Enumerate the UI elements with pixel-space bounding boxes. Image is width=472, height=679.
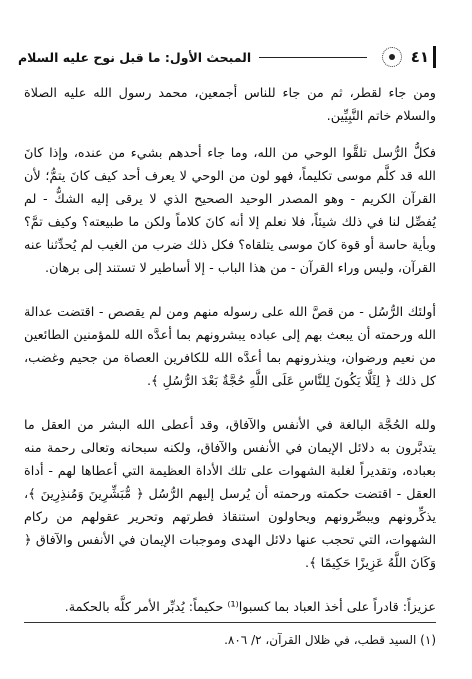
footnote: (١) السيد قطب، في ظلال القرآن، ٢/ ٨٠٦. — [24, 622, 436, 647]
page-body — [24, 82, 436, 640]
paragraph-1: ومن جاء لقطر، ثم من جاء للناس أجمعين، محمد رسول الله عليه الصلاة والسلام خاتم النَّبِيِّين. — [24, 86, 436, 124]
paragraph-5: عزيزاً: قادراً على أخذ العباد بما كسبوا⁽¹⁾ حكيماً: يُدبِّر الأمر كلَّه بالحكمة. — [64, 600, 436, 615]
ornament-icon — [381, 46, 403, 68]
page-header — [18, 40, 436, 74]
header-rule — [259, 57, 367, 58]
header-vertical-bar — [433, 46, 436, 68]
running-title: المبحث الأول: ما قبل نوح عليه السلام — [18, 49, 252, 65]
page-number: ٤١ — [410, 48, 429, 66]
paragraph-4: ولله الحُجَّة البالغة في الأنفس والآفاق، وقد أعطى الله البشر من العقل ما يتدبَّرون به دلائل الإيمان في الأنفس والآفاق، ولكنه سبحانه وتعالى رحمة منه بعباده، وتقديراً لغلبة الشهوات على تلك الأداة العظيمة التي أعطاها لهم - أداة العقل - اقتضت حكمته ورحمته أن يُرسل إليهم الرُّسُل ﴿ مُّبَشِّرِينَ وَمُنذِرِينَ ﴾، يذكِّرونهم ويبصِّرونهم ويحاولون استنقاذ فطرتهم وتحرير عقولهم من ركام الشهوات، التي تحجب عنها دلائل الهدى وموجبات الإيمان في الأنفس والآفاق ﴿ وَكَانَ اللَّهُ عَزِيزًا حَكِيمًا ﴾. — [24, 418, 436, 571]
paragraph-2: فكلُّ الرُّسل تلقَّوا الوحي من الله، وما جاء أحدهم بشيء من عنده، وإذا كانَ الله قد كلَّم موسى تكليماً، فهو لون من الوحي لا يعرف أحد كيف كانَ يتمُّ؛ لأن القرآن الكريم - وهو المصدر الوحيد الصحيح الذي لا يرقى إليه الشكُّ - لم يُفصِّل لنا في ذلك شيئاً، فلا نعلم إلا أنه كانَ كلاماً ولكن ما طبيعته؟ وكيف تمَّ؟ وبأية حاسة أو قوة كانَ موسى يتلقاه؟ فكل ذلك ضرب من الغيب لم يُحدِّثنا عنه القرآن، وليس وراء القرآن - من هذا الباب - إلا أساطير لا تستند إلى برهان. — [24, 146, 436, 276]
paragraph-3: أولئك الرُّسُل - من قصَّ الله على رسوله منهم ومن لم يقصص - اقتضت عدالة الله ورحمته أن يبعث بهم إلى عباده يبشرونهم بما أعدَّه الله للمؤمنين الطائعين من نعيم ورضوان، وينذرونهم بما أعدَّه الله للكافرين العصاة من جحيم وغضب، كل ذلك ﴿ لِئَلَّا يَكُونَ لِلنَّاسِ عَلَى اللَّهِ حُجَّةٌ بَعْدَ الرُّسُلِ ﴾. — [24, 305, 436, 389]
